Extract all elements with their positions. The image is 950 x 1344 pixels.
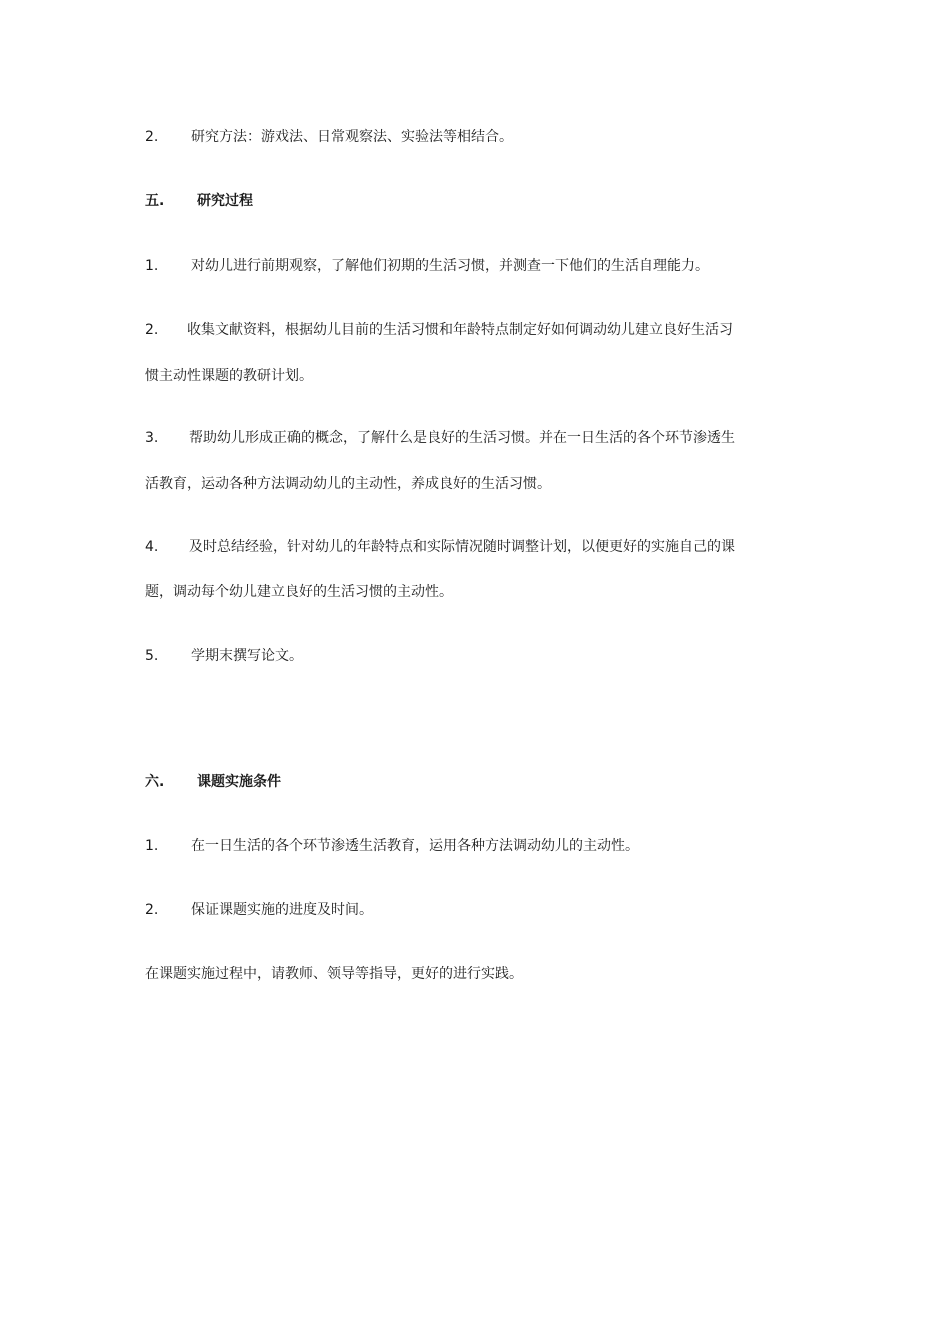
item-number: 1. [145,258,159,274]
paragraph-text: 在课题实施过程中，请教师、领导等指导，更好的进行实践。 [145,966,523,982]
closing-paragraph [145,964,815,984]
process-item-3-continuation [145,474,815,494]
process-item-5 [145,646,815,666]
section-heading-implementation-conditions [145,772,815,792]
item-number: 1. [145,838,159,854]
item-number: 5. [145,648,159,664]
item-text: 题，调动每个幼儿建立良好的生活习惯的主动性。 [145,584,453,600]
item-text: 活教育，运动各种方法调动幼儿的主动性，养成良好的生活习惯。 [145,476,551,492]
process-item-4 [145,537,815,557]
process-item-4-continuation [145,582,815,602]
item-text: 研究方法：游戏法、日常观察法、实验法等相结合。 [191,129,513,145]
section-number: 六. [145,774,165,790]
method-item-2 [145,127,815,147]
condition-item-2 [145,900,815,920]
item-text: 学期末撰写论文。 [191,648,303,664]
condition-item-1 [145,836,815,856]
item-text: 惯主动性课题的教研计划。 [145,368,313,384]
item-number: 2. [145,129,159,145]
section-title: 课题实施条件 [197,774,281,790]
item-number: 2. [145,322,159,338]
item-text: 收集文献资料，根据幼儿目前的生活习惯和年龄特点制定好如何调动幼儿建立良好生活习 [187,322,733,338]
item-text: 帮助幼儿形成正确的概念，了解什么是良好的生活习惯。并在一日生活的各个环节渗透生 [189,430,735,446]
item-number: 2. [145,902,159,918]
item-text: 及时总结经验，针对幼儿的年龄特点和实际情况随时调整计划，以便更好的实施自己的课 [189,539,735,555]
item-text: 在一日生活的各个环节渗透生活教育，运用各种方法调动幼儿的主动性。 [191,838,639,854]
process-item-2 [145,320,815,340]
item-number: 3. [145,430,159,446]
process-item-2-continuation [145,366,815,386]
item-text: 对幼儿进行前期观察，了解他们初期的生活习惯，并测查一下他们的生活自理能力。 [191,258,709,274]
item-number: 4. [145,539,159,555]
item-text: 保证课题实施的进度及时间。 [191,902,373,918]
process-item-1 [145,256,815,276]
section-title: 研究过程 [197,193,253,209]
section-heading-research-process [145,191,815,211]
process-item-3 [145,428,815,448]
section-number: 五. [145,193,165,209]
